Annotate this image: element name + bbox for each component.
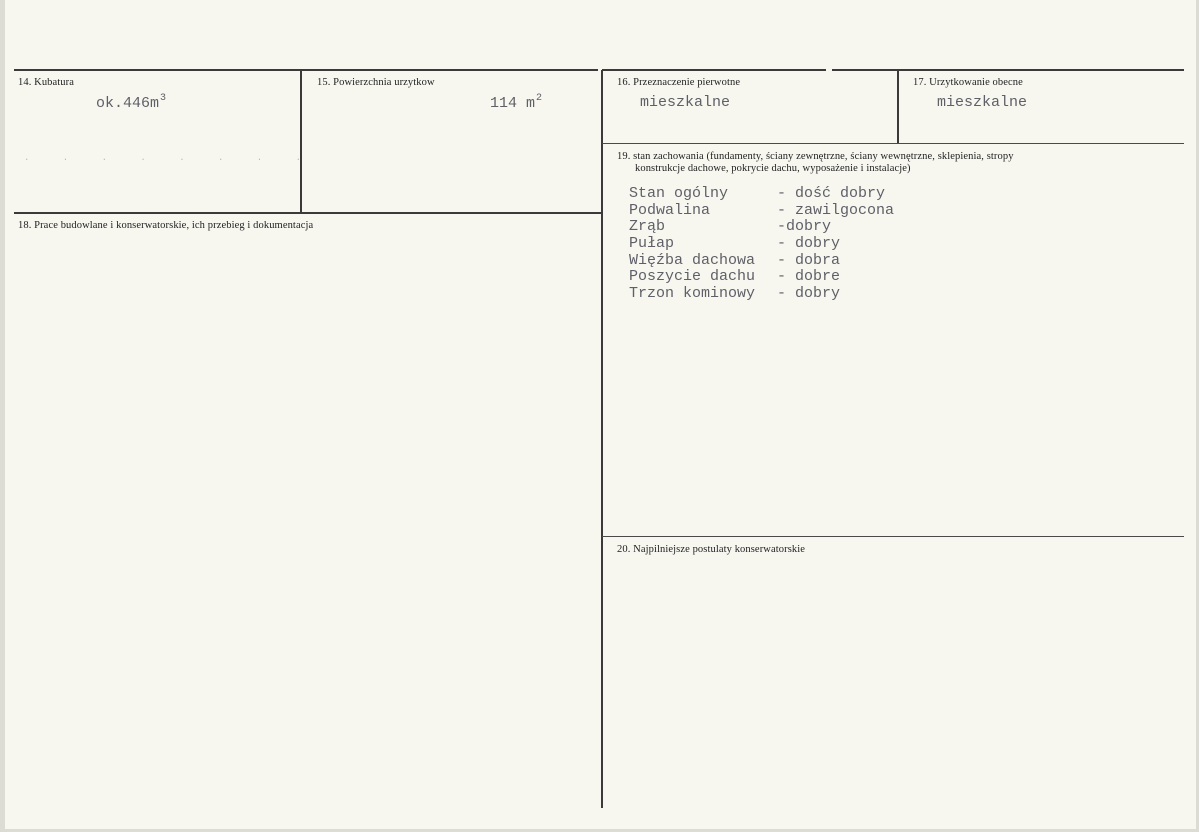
field-16-label: 16. Przeznaczenie pierwotne (617, 77, 741, 88)
condition-state: - dobry (777, 235, 841, 253)
field-16-value: mieszkalne (640, 94, 731, 111)
top-rule-left (14, 69, 598, 71)
condition-element: Zrąb (629, 218, 666, 236)
condition-list (629, 186, 894, 303)
rule-above-20 (602, 536, 1184, 537)
divider-16-17 (897, 70, 899, 143)
center-divider (601, 70, 603, 808)
faint-dots-14a: · · · · · · · · (24, 155, 316, 165)
field-15-exponent: 2 (536, 93, 543, 104)
field-19-label-line2: konstrukcje dachowe, pokrycie dachu, wyposażenie i instalacje) (635, 163, 911, 174)
field-19-label-line1: 19. stan zachowania (fundamenty, ściany zewnętrzne, ściany wewnętrzne, sklepienia, stropy (617, 151, 1014, 162)
condition-row (629, 219, 894, 236)
condition-row (629, 236, 894, 253)
rule-under-14-15 (14, 212, 601, 214)
condition-element: Poszycie dachu (629, 268, 756, 286)
top-rule-mid (602, 69, 826, 71)
condition-row (629, 203, 894, 220)
field-14-number: ok.446m (96, 95, 160, 112)
field-14-label: 14. Kubatura (18, 77, 75, 88)
condition-element: Stan ogólny (629, 185, 729, 202)
field-17-value: mieszkalne (937, 94, 1028, 111)
field-14-value (96, 95, 166, 112)
field-15-number: 114 m (490, 95, 536, 112)
top-rule-right (832, 69, 1184, 71)
condition-row (629, 186, 894, 203)
field-18-label: 18. Prace budowlane i konserwatorskie, ich przebieg i dokumentacja (18, 220, 314, 231)
condition-element: Pułap (629, 235, 675, 253)
card-edge-left (0, 0, 5, 832)
field-15-value (490, 95, 542, 112)
field-15-label: 15. Powierzchnia urzytkow (317, 77, 435, 88)
condition-state: -dobry (777, 218, 832, 236)
condition-state: - dość dobry (777, 185, 886, 202)
condition-element: Więźba dachowa (629, 251, 756, 269)
condition-row (629, 253, 894, 270)
condition-element: Trzon kominowy (629, 285, 756, 303)
rule-under-16-17 (602, 143, 1184, 144)
divider-14-15 (300, 70, 302, 213)
condition-state: - dobra (777, 251, 841, 269)
condition-state: - dobre (777, 268, 841, 286)
condition-element: Podwalina (629, 201, 711, 219)
field-17-label: 17. Urzytkowanie obecne (913, 77, 1023, 88)
field-14-exponent: 3 (160, 93, 167, 104)
condition-row (629, 269, 894, 286)
field-20-label: 20. Najpilniejsze postulaty konserwatorskie (617, 544, 806, 555)
condition-state: - zawilgocona (777, 201, 895, 219)
condition-state: - dobry (777, 285, 841, 303)
condition-row (629, 286, 894, 303)
